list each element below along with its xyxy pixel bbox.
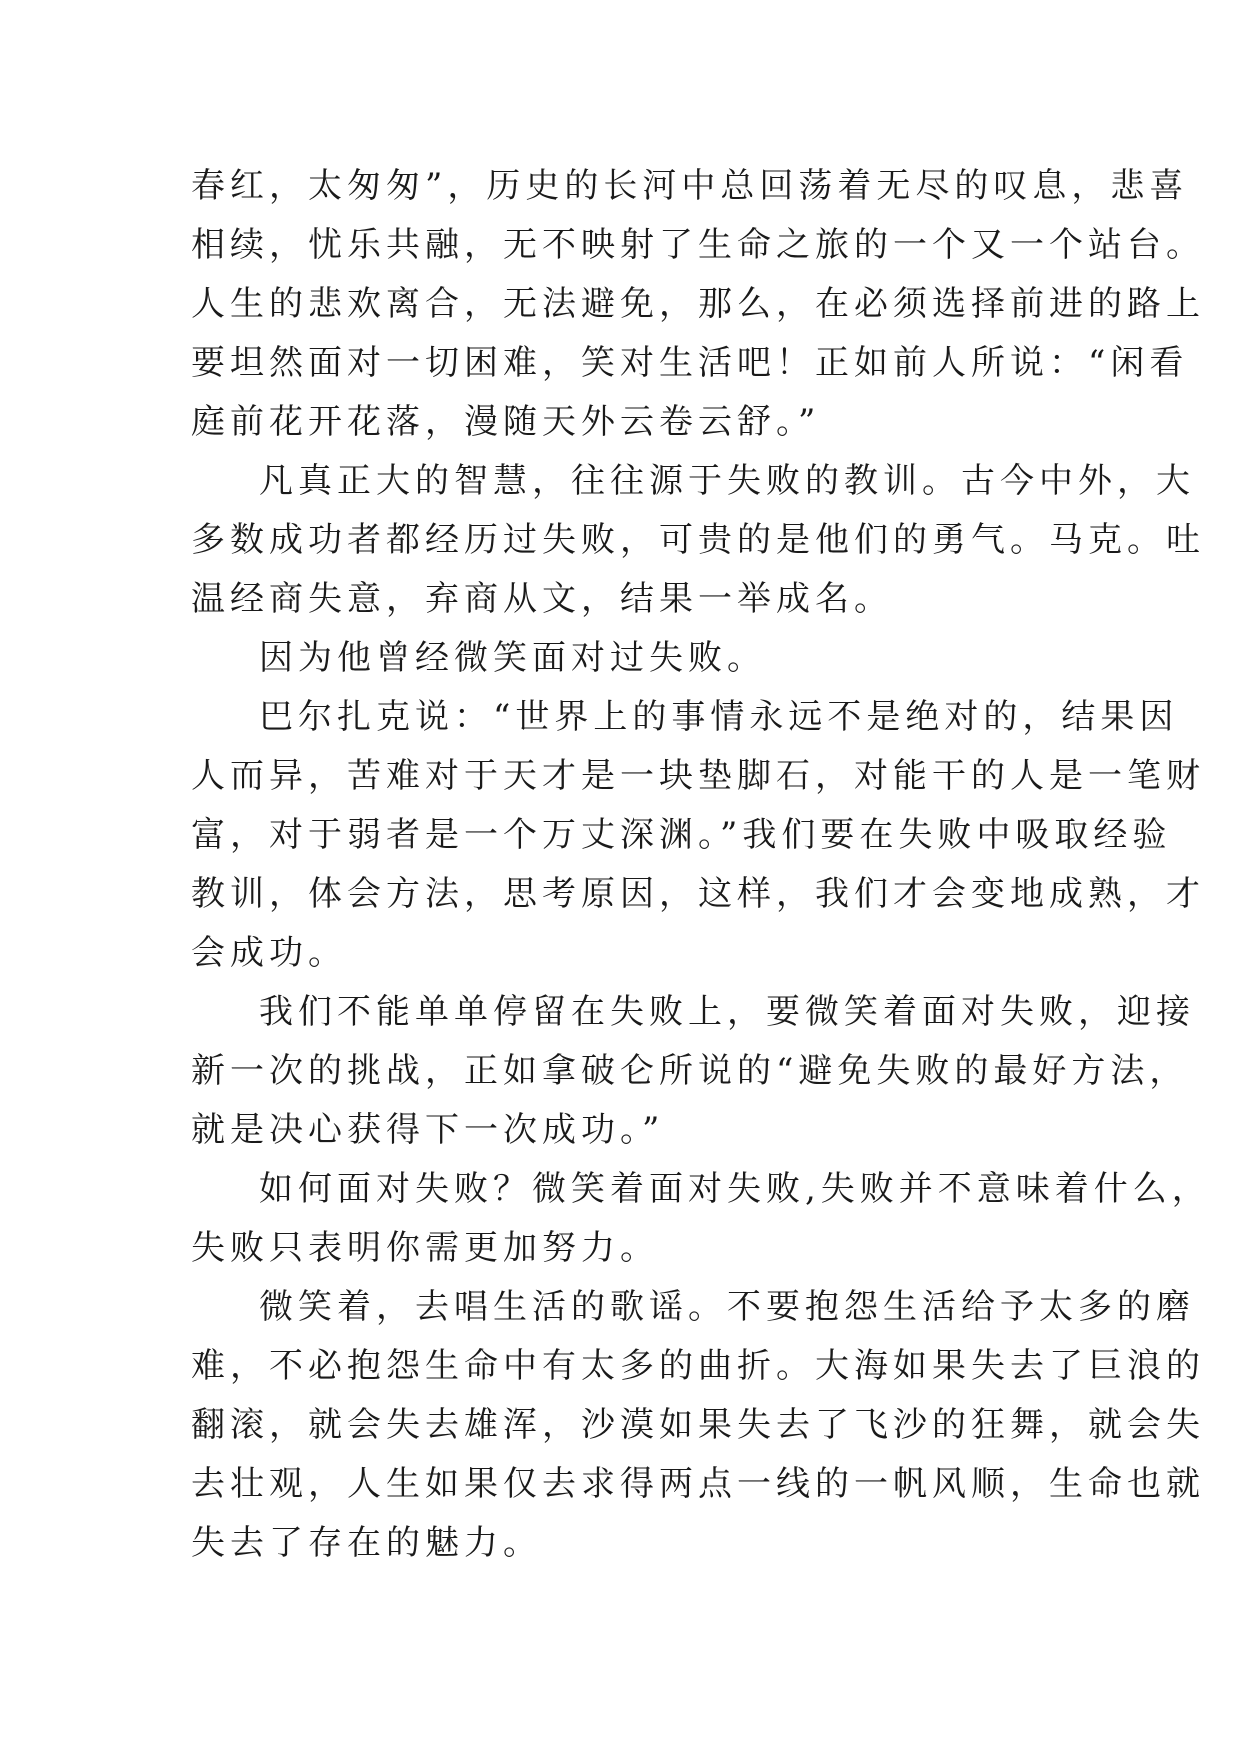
text-line: 因为他曾经微笑面对过失败。 (259, 638, 766, 678)
text-line: 就是决心获得下一次成功。” (191, 1110, 665, 1150)
text-line: 去壮观，人生如果仅去求得两点一线的一帆风顺，生命也就 (191, 1464, 1205, 1504)
paragraph (191, 1278, 1205, 1573)
paragraph (191, 1160, 1211, 1278)
text-line: 我们不能单单停留在失败上，要微笑着面对失败，迎接 (259, 992, 1195, 1032)
text-line: 多数成功者都经历过失败，可贵的是他们的勇气。马克。吐 (191, 520, 1205, 560)
paragraph (191, 983, 1195, 1160)
text-line: 教训，体会方法，思考原因，这样，我们才会变地成熟，才 (191, 874, 1205, 914)
paragraph (191, 452, 1205, 629)
text-line: 如何面对失败？微笑着面对失败,失败并不意味着什么， (259, 1169, 1211, 1209)
text-line: 会成功。 (191, 933, 347, 973)
text-line: 富，对于弱者是一个万丈深渊。”我们要在失败中吸取经验 (191, 815, 1172, 855)
text-line: 新一次的挑战，正如拿破仑所说的“避免失败的最好方法， (191, 1051, 1189, 1091)
text-line: 春红，太匆匆”，历史的长河中总回荡着无尽的叹息，悲喜 (191, 166, 1189, 206)
text-line: 凡真正大的智慧，往往源于失败的教训。古今中外，大 (259, 461, 1195, 501)
text-line: 人而异，苦难对于天才是一块垫脚石，对能干的人是一笔财 (191, 756, 1205, 796)
text-line: 相续，忧乐共融，无不映射了生命之旅的一个又一个站台。 (191, 225, 1205, 265)
document-body (191, 157, 1211, 1573)
paragraph (191, 157, 1205, 452)
text-line: 要坦然面对一切困难，笑对生活吧！正如前人所说：“闲看 (191, 343, 1189, 383)
text-line: 温经商失意，弃商从文，结果一举成名。 (191, 579, 893, 619)
paragraph (191, 629, 1069, 688)
text-line: 失败只表明你需更加努力。 (191, 1228, 659, 1268)
text-line: 庭前花开花落，漫随天外云卷云舒。” (191, 402, 821, 442)
text-line: 难，不必抱怨生命中有太多的曲折。大海如果失去了巨浪的 (191, 1346, 1205, 1386)
text-line: 巴尔扎克说：“世界上的事情永远不是绝对的，结果因 (259, 697, 1179, 737)
text-line: 失去了存在的魅力。 (191, 1523, 542, 1563)
paragraph (191, 688, 1205, 983)
text-line: 人生的悲欢离合，无法避免，那么，在必须选择前进的路上 (191, 284, 1205, 324)
text-line: 微笑着，去唱生活的歌谣。不要抱怨生活给予太多的磨 (259, 1287, 1195, 1327)
text-line: 翻滚，就会失去雄浑，沙漠如果失去了飞沙的狂舞，就会失 (191, 1405, 1205, 1445)
